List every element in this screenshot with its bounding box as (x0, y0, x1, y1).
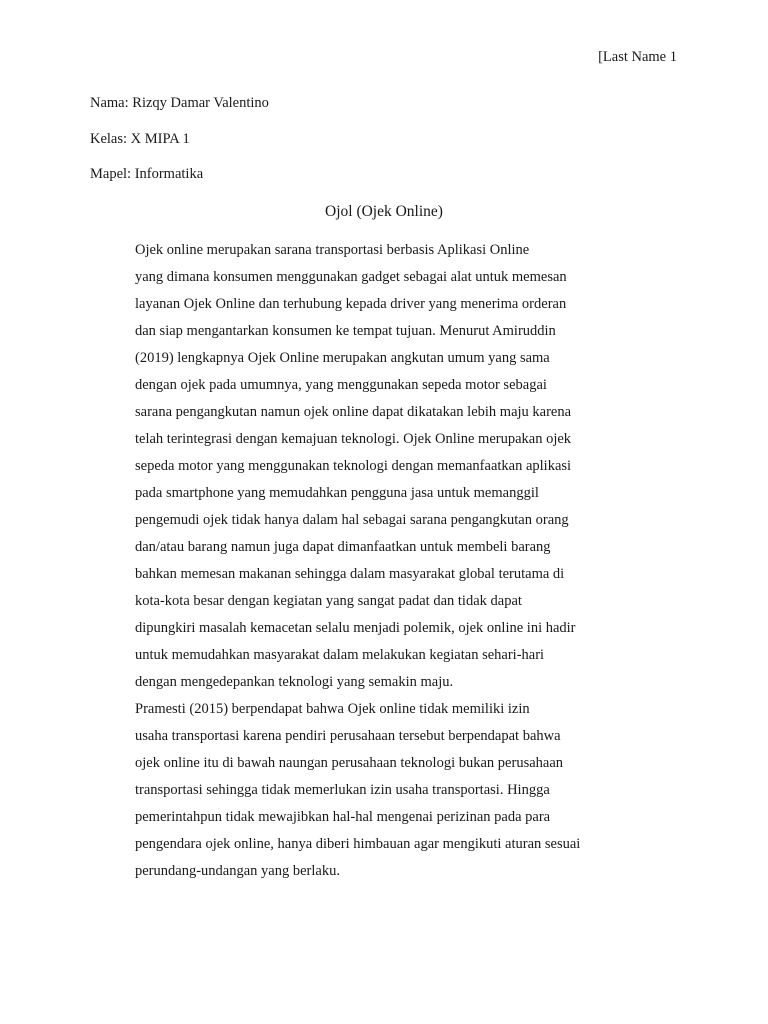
body-line: dipungkiri masalah kemacetan selalu menjadi polemik, ojek online ini hadir (135, 620, 576, 636)
student-class: Kelas: X MIPA 1 (90, 131, 190, 147)
body-line: usaha transportasi karena pendiri perusahaan tersebut berpendapat bahwa (135, 728, 561, 744)
body-line: Pramesti (2015) berpendapat bahwa Ojek online tidak memiliki izin (135, 701, 530, 717)
body-line: pengendara ojek online, hanya diberi himbauan agar mengikuti aturan sesuai (135, 836, 581, 852)
body-line: dengan mengedepankan teknologi yang semakin maju. (135, 674, 454, 690)
body-line: Ojek online merupakan sarana transportasi berbasis Aplikasi Online (135, 242, 530, 258)
student-name: Nama: Rizqy Damar Valentino (90, 95, 269, 111)
subject: Mapel: Informatika (90, 166, 204, 182)
body-line: (2019) lengkapnya Ojek Online merupakan angkutan umum yang sama (135, 350, 550, 366)
body-line: bahkan memesan makanan sehingga dalam masyarakat global terutama di (135, 566, 565, 582)
body-line: dengan ojek pada umumnya, yang menggunakan sepeda motor sebagai (135, 377, 547, 393)
body-line: perundang-undangan yang berlaku. (135, 863, 340, 879)
body-line: transportasi sehingga tidak memerlukan izin usaha transportasi. Hingga (135, 782, 550, 798)
body-line: pemerintahpun tidak mewajibkan hal-hal mengenai perizinan pada para (135, 809, 551, 825)
running-head: [Last Name 1 (598, 49, 677, 65)
body-line: sarana pengangkutan namun ojek online dapat dikatakan lebih maju karena (135, 404, 572, 420)
body-line: pengemudi ojek tidak hanya dalam hal sebagai sarana pengangkutan orang (135, 512, 569, 528)
body-line: dan siap mengantarkan konsumen ke tempat tujuan. Menurut Amiruddin (135, 323, 556, 339)
body-line: pada smartphone yang memudahkan pengguna jasa untuk memanggil (135, 485, 539, 501)
body-line: kota-kota besar dengan kegiatan yang sangat padat dan tidak dapat (135, 593, 522, 609)
document-title: Ojol (Ojek Online) (325, 203, 443, 220)
body-line: layanan Ojek Online dan terhubung kepada driver yang menerima orderan (135, 296, 567, 312)
body-line: untuk memudahkan masyarakat dalam melakukan kegiatan sehari-hari (135, 647, 545, 663)
body-line: sepeda motor yang menggunakan teknologi dengan memanfaatkan aplikasi (135, 458, 572, 474)
body-line: yang dimana konsumen menggunakan gadget sebagai alat untuk memesan (135, 269, 567, 285)
body-line: telah terintegrasi dengan kemajuan teknologi. Ojek Online merupakan ojek (135, 431, 572, 447)
body-line: ojek online itu di bawah naungan perusahaan teknologi bukan perusahaan (135, 755, 564, 771)
body-line: dan/atau barang namun juga dapat dimanfaatkan untuk membeli barang (135, 539, 551, 555)
body-text (135, 240, 580, 888)
